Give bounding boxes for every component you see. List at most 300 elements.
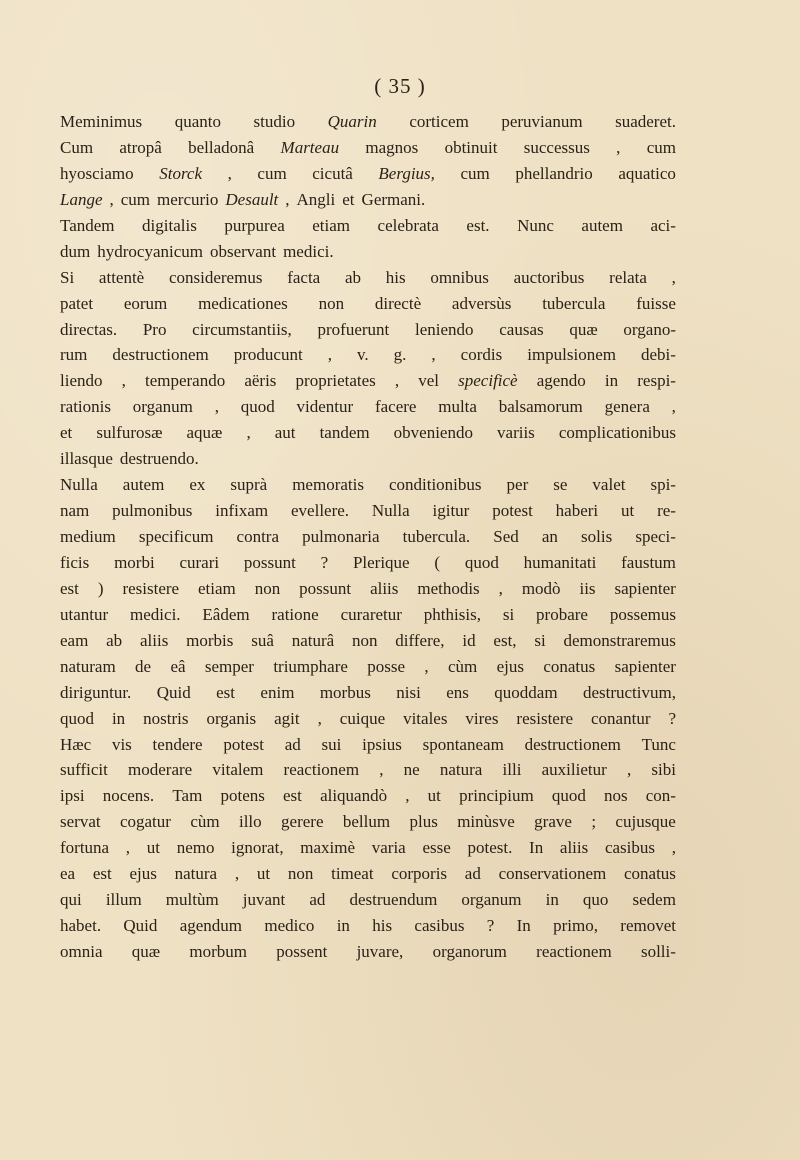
word: cum <box>257 163 287 183</box>
word: celebrata <box>377 215 439 235</box>
word: con- <box>645 786 676 806</box>
word: se <box>553 475 568 495</box>
word: ab <box>106 630 123 650</box>
word: , <box>379 760 384 780</box>
word: si <box>502 604 515 624</box>
word: iis <box>579 578 596 598</box>
text-line <box>60 732 676 758</box>
word: producunt <box>233 345 303 365</box>
word: ? <box>486 916 495 936</box>
word: organorum <box>432 942 507 961</box>
word: videntur <box>296 397 354 417</box>
word: directè <box>374 293 422 313</box>
word: et <box>342 189 355 209</box>
word: suâ <box>251 630 274 650</box>
word: nisi <box>396 682 421 702</box>
word: , <box>125 838 131 858</box>
word: demonstraremus <box>563 630 676 650</box>
text-line <box>60 239 676 265</box>
word: ad <box>309 890 326 910</box>
text-line <box>60 109 676 135</box>
word: utantur <box>60 604 109 624</box>
word: ipsius <box>362 734 402 754</box>
word: Meminimus <box>60 112 143 131</box>
word: cùm <box>447 656 478 676</box>
text-line <box>60 265 676 291</box>
word: moderare <box>128 760 193 780</box>
text-line <box>60 887 676 913</box>
word: Storck <box>159 163 203 183</box>
text-line <box>60 368 676 394</box>
word: morbum <box>189 942 248 961</box>
word: ut <box>620 501 635 521</box>
word: Germani. <box>361 189 426 209</box>
word: et <box>60 423 73 443</box>
word: magnos <box>365 137 419 157</box>
word: In <box>516 916 531 936</box>
word: respi- <box>637 371 676 391</box>
word: dum <box>60 241 91 261</box>
word: enim <box>260 682 295 702</box>
text-line <box>60 809 676 835</box>
word: leniendo <box>415 319 474 339</box>
word: nostris <box>143 708 189 728</box>
word: Hæc <box>60 734 92 754</box>
word: Nulla <box>60 475 98 495</box>
word: Quarin <box>327 112 377 131</box>
word: destructivum, <box>582 682 676 702</box>
word: causas <box>499 319 544 339</box>
word: probare <box>536 604 588 624</box>
word: , <box>234 864 240 884</box>
word: aut <box>274 423 296 443</box>
word: , <box>405 786 410 806</box>
word: Plerique <box>352 552 410 572</box>
word: , <box>327 345 332 365</box>
word: debi- <box>641 345 676 365</box>
word: est, <box>493 630 517 650</box>
word: destructionem <box>112 345 209 365</box>
word: quanto <box>174 112 221 131</box>
word: suaderet. <box>615 112 676 131</box>
word: cùm <box>190 812 220 832</box>
word: aliis <box>140 630 169 650</box>
word: fuisse <box>636 293 676 313</box>
word: si <box>534 630 546 650</box>
word: aliquandò <box>320 786 388 806</box>
word: possemus <box>609 604 676 624</box>
word: potest <box>223 734 264 754</box>
word: ut <box>427 786 441 806</box>
word: hydrocyanicum <box>97 241 203 261</box>
word: in <box>336 916 350 936</box>
word: an <box>541 527 558 546</box>
text-line <box>60 420 676 446</box>
word: conatus <box>623 864 676 884</box>
word: , <box>424 656 429 676</box>
word: agendum <box>179 916 243 936</box>
word: destructionem <box>524 734 621 754</box>
text-line <box>60 213 676 239</box>
word: facta <box>287 267 321 287</box>
word: auxilietur <box>541 760 607 780</box>
word: omnia <box>60 942 103 961</box>
word: , <box>121 371 126 391</box>
word: proprietates <box>295 371 376 391</box>
text-line <box>60 913 676 939</box>
word: attentè <box>98 267 145 287</box>
word: potens <box>220 786 265 806</box>
word: ab <box>344 267 361 287</box>
word: qui <box>60 890 82 910</box>
word: ( <box>434 552 441 572</box>
word: posse <box>367 656 406 676</box>
word: rationis <box>60 397 111 417</box>
word: contra <box>236 527 280 546</box>
text-line <box>60 783 676 809</box>
word: solli- <box>640 942 676 961</box>
word: modò <box>521 578 561 598</box>
word: peruvianum <box>501 112 583 131</box>
word: Tandem <box>60 215 115 235</box>
word: pulmonibus <box>112 501 193 521</box>
word: est. <box>466 215 490 235</box>
word: variis <box>497 423 535 443</box>
word: non <box>351 630 378 650</box>
word: observant <box>209 241 277 261</box>
word: Quid <box>156 682 191 702</box>
word: ignorat, <box>231 838 284 858</box>
word: multùm <box>165 890 219 910</box>
text-line <box>60 317 676 343</box>
word: temperando <box>144 371 226 391</box>
word: auctoribus <box>513 267 585 287</box>
word: vitalem <box>212 760 264 780</box>
word: non <box>254 578 281 598</box>
text-line <box>60 472 676 498</box>
word: ut <box>146 838 160 858</box>
word: principium <box>459 786 534 806</box>
word: timeat <box>331 864 374 884</box>
word: semper <box>204 656 254 676</box>
word: reactionem <box>536 942 612 961</box>
text-line <box>60 861 676 887</box>
word: potest <box>492 501 533 521</box>
word: cogatur <box>119 812 171 832</box>
word: eorum <box>123 293 168 313</box>
word: medium <box>60 527 116 546</box>
word: quod <box>551 786 586 806</box>
word: profuerunt <box>317 319 390 339</box>
word: , <box>109 189 114 209</box>
word: phthisis, <box>423 604 481 624</box>
word: Marteau <box>280 137 340 157</box>
word: minùsve <box>457 812 515 832</box>
word: faustum <box>621 552 676 572</box>
word: possunt <box>299 578 352 598</box>
word: corporis <box>391 864 448 884</box>
word: primo, <box>553 916 598 936</box>
text-line <box>60 498 676 524</box>
word: casibus <box>604 838 655 858</box>
word: in <box>604 371 619 391</box>
word: complicationibus <box>558 423 676 443</box>
text-line <box>60 576 676 602</box>
word: quæ <box>569 319 598 339</box>
word: vis <box>111 734 132 754</box>
word: nemo <box>176 838 215 858</box>
word: conservationem <box>498 864 607 884</box>
word: aquatico <box>618 163 676 183</box>
word: agit <box>274 708 300 728</box>
text-line <box>60 446 676 472</box>
word: spontaneam <box>422 734 504 754</box>
word: cordis <box>460 345 503 365</box>
word: genera <box>604 397 650 417</box>
word: solis <box>581 527 613 546</box>
word: curari <box>179 552 220 572</box>
word: haberi <box>555 501 599 521</box>
text-line <box>60 835 676 861</box>
word: cuique <box>339 708 386 728</box>
word: quæ <box>131 942 161 961</box>
word: suprà <box>230 475 268 495</box>
word: varia <box>371 838 406 858</box>
word: belladonâ <box>188 137 255 157</box>
word: his <box>372 916 393 936</box>
word: , <box>227 163 232 183</box>
word: sibi <box>651 760 676 780</box>
word: ejus <box>496 656 524 676</box>
word: de <box>135 656 152 676</box>
word: facere <box>374 397 417 417</box>
word: Lange <box>60 189 103 209</box>
word: In <box>529 838 544 858</box>
text-line <box>60 680 676 706</box>
word: Bergius, <box>378 163 435 183</box>
word: quoddam <box>494 682 558 702</box>
word: possunt <box>243 552 296 572</box>
word: servat <box>60 812 101 832</box>
word: fortuna <box>60 838 110 858</box>
word: patet <box>60 293 94 313</box>
word: medicationes <box>198 293 288 313</box>
word: differe, <box>395 630 445 650</box>
text-line <box>60 394 676 420</box>
word: infixam <box>215 501 269 521</box>
word: ejus <box>129 864 157 884</box>
text-line <box>60 939 676 965</box>
text-line <box>60 187 676 213</box>
word: re- <box>657 501 676 521</box>
word: removet <box>620 916 676 936</box>
word: mercurio <box>157 189 219 209</box>
word: resistere <box>122 578 180 598</box>
word: cicutâ <box>312 163 353 183</box>
word: esse <box>422 838 451 858</box>
word: conatus <box>543 656 596 676</box>
text-line <box>60 602 676 628</box>
word: Cum <box>60 137 94 157</box>
word: id <box>462 630 476 650</box>
word: autem <box>122 475 165 495</box>
word: tendere <box>152 734 203 754</box>
word: aliis <box>370 578 399 598</box>
word: agendo <box>536 371 586 391</box>
word: , <box>214 397 219 417</box>
text-line <box>60 706 676 732</box>
text-line <box>60 342 676 368</box>
word: v. <box>356 345 369 365</box>
word: morbus <box>319 682 371 702</box>
word: studio <box>253 112 296 131</box>
word: organum <box>132 397 193 417</box>
word: cum <box>460 163 490 183</box>
word: pulmonaria <box>302 527 380 546</box>
word: gerere <box>281 812 324 832</box>
word: Si <box>60 267 75 287</box>
word: liendo <box>60 371 103 391</box>
word: , <box>394 371 400 391</box>
word: reactionem <box>283 760 360 780</box>
word: rum <box>60 345 88 365</box>
word: atropâ <box>119 137 162 157</box>
word: , <box>616 137 621 157</box>
word: habet. <box>60 916 102 936</box>
text-line <box>60 550 676 576</box>
word: , <box>671 838 676 858</box>
word: non <box>287 864 314 884</box>
word: , <box>498 578 503 598</box>
word: multa <box>438 397 477 417</box>
word: his <box>385 267 406 287</box>
word: possent <box>276 942 328 961</box>
word: diriguntur. <box>60 682 132 702</box>
word: , <box>317 708 322 728</box>
word: , <box>246 423 251 443</box>
word: igitur <box>432 501 470 521</box>
word: eam <box>60 630 89 650</box>
word: est <box>60 578 79 598</box>
word: , <box>285 189 290 209</box>
page-number: ( 35 ) <box>374 74 426 98</box>
word: ad <box>464 864 481 884</box>
word: medici. <box>130 604 181 624</box>
word: quod <box>60 708 94 728</box>
word: maximè <box>300 838 356 858</box>
word: impulsionem <box>527 345 616 365</box>
body-text <box>60 109 676 965</box>
word: specificè <box>458 371 518 391</box>
word: etiam <box>198 578 236 598</box>
word: potest. <box>467 838 513 858</box>
word: ut <box>256 864 271 884</box>
word: organum <box>461 890 522 910</box>
word: successus <box>523 137 590 157</box>
word: est <box>283 786 302 806</box>
word: consideremus <box>168 267 263 287</box>
word: natura <box>174 864 218 884</box>
word: sufficit <box>60 760 108 780</box>
word: ? <box>668 708 676 728</box>
word: bellum <box>342 812 391 832</box>
word: ex <box>189 475 206 495</box>
word: Quid <box>123 916 158 936</box>
word: est <box>92 864 112 884</box>
word: methodis <box>417 578 480 598</box>
word: purpurea <box>224 215 285 235</box>
word: Tam <box>172 786 203 806</box>
word: Tunc <box>641 734 676 754</box>
word: phellandrio <box>515 163 593 183</box>
word: memoratis <box>292 475 364 495</box>
word: Pro <box>142 319 167 339</box>
word: natura <box>439 760 483 780</box>
word: naturâ <box>291 630 335 650</box>
word: quod <box>240 397 275 417</box>
word: destruendo. <box>119 449 199 469</box>
word: sedem <box>632 890 676 910</box>
word: plus <box>409 812 438 832</box>
word: sulfurosæ <box>96 423 163 443</box>
word: nam <box>60 501 90 521</box>
text-line <box>60 135 676 161</box>
word: juvare, <box>356 942 404 961</box>
word: , <box>671 397 676 417</box>
word: Desault <box>225 189 279 209</box>
word: obveniendo <box>393 423 473 443</box>
word: humanitati <box>523 552 597 572</box>
word: ad <box>284 734 301 754</box>
word: ficis <box>60 552 90 572</box>
word: ipsi <box>60 786 85 806</box>
word: g. <box>393 345 407 365</box>
word: nos <box>603 786 628 806</box>
word: Angli <box>296 189 336 209</box>
word: sapienter <box>614 578 676 598</box>
word: non <box>318 293 345 313</box>
word: tubercula <box>542 293 606 313</box>
text-line <box>60 291 676 317</box>
word: vitales <box>403 708 448 728</box>
word: tandem <box>319 423 370 443</box>
text-line <box>60 757 676 783</box>
word: vel <box>418 371 440 391</box>
word: circumstantiis, <box>192 319 292 339</box>
word: in <box>545 890 559 910</box>
word: eâ <box>170 656 186 676</box>
word: illum <box>105 890 142 910</box>
word: medico <box>264 916 315 936</box>
word: quod <box>464 552 499 572</box>
word: balsamorum <box>498 397 583 417</box>
word: ) <box>97 578 104 598</box>
word: juvant <box>242 890 286 910</box>
word: evellere. <box>291 501 350 521</box>
word: grave <box>534 812 572 832</box>
word: illasque <box>60 449 113 469</box>
word: triumphare <box>273 656 348 676</box>
word: conantur <box>591 708 651 728</box>
word: ? <box>320 552 329 572</box>
word: ne <box>403 760 420 780</box>
word: , <box>626 760 632 780</box>
word: aquæ <box>186 423 223 443</box>
word: adversùs <box>451 293 512 313</box>
text-line <box>60 161 676 187</box>
text-line <box>60 524 676 550</box>
word: morbis <box>186 630 234 650</box>
